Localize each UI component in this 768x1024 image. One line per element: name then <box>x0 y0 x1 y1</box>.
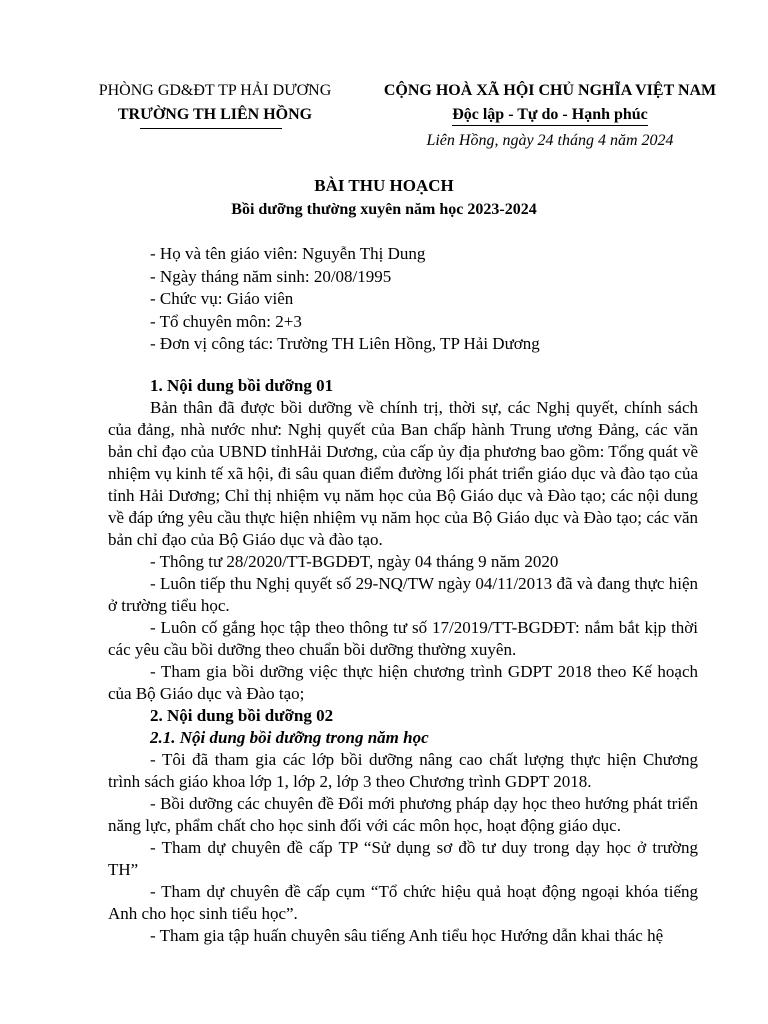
section1-paragraph: Bản thân đã được bồi dưỡng về chính trị, thời sự, các Nghị quyết, chính sách của đảng, nhà nước như: Nghị quyết của Ban chấp hành Trung ương Đảng, các văn bản chỉ đạo của UBND tỉnhHải Dương, của cấp ủy địa phương bao gồm: Tổng quát về nhiệm vụ kinh tế xã hội, đi sâu quan điểm đường lối phát triển giáo dục và đào tạo của tỉnh Hải Dương; Chỉ thị nhiệm vụ năm học của Bộ Giáo dục và Đào tạo; các nội dung về đáp ứng yêu cầu thực hiện nhiệm vụ năm học của Bộ Giáo dục và Đào tạo; các văn bản chỉ đạo của Bộ Giáo dục và đào tạo. <box>108 398 698 549</box>
header-right <box>370 79 730 153</box>
section1-paragraph: - Luôn tiếp thu Nghị quyết số 29-NQ/TW ngày 04/11/2013 đã và đang thực hiện ở trường tiểu học. <box>108 574 698 615</box>
info-line-workplace: - Đơn vị công tác: Trường TH Liên Hồng, TP Hải Dương <box>150 334 540 353</box>
section2-paragraph: - Bồi dưỡng các chuyên đề Đổi mới phương pháp dạy học theo hướng phát triển năng lực, phẩm chất cho học sinh đối với các môn học, hoạt động giáo dục. <box>108 794 698 835</box>
section1-paragraph: - Luôn cố gắng học tập theo thông tư số 17/2019/TT-BGDĐT: nắm bắt kịp thời các yêu cầu bồi dưỡng theo chuẩn bồi dưỡng thường xuyên. <box>108 618 698 659</box>
document-subtitle: Bồi dưỡng thường xuyên năm học 2023-2024 <box>231 201 537 218</box>
section1-paragraph: - Thông tư 28/2020/TT-BGDĐT, ngày 04 tháng 9 năm 2020 <box>150 552 559 571</box>
section2-paragraph: - Tham dự chuyên đề cấp cụm “Tổ chức hiệu quả hoạt động ngoại khóa tiếng Anh cho học sinh tiểu học”. <box>108 882 698 923</box>
section2-paragraph: - Tham gia tập huấn chuyên sâu tiếng Anh tiểu học Hướng dẫn khai thác hệ <box>150 926 664 945</box>
nation-name: CỘNG HOÀ XÃ HỘI CHỦ NGHĨA VIỆT NAM <box>383 82 717 99</box>
info-line-birthdate: - Ngày tháng năm sinh: 20/08/1995 <box>150 266 392 286</box>
section1-paragraph: - Tham gia bồi dưỡng việc thực hiện chương trình GDPT 2018 theo Kế hoạch của Bộ Giáo dục và Đào tạo; <box>108 662 698 703</box>
section2-subheading: 2.1. Nội dung bồi dưỡng trong năm học <box>150 728 429 747</box>
section2-paragraph: - Tham dự chuyên đề cấp TP “Sử dụng sơ đồ tư duy trong dạy học ở trường TH” <box>108 838 698 879</box>
info-line-position: - Chức vụ: Giáo viên <box>150 289 294 308</box>
info-line-department: - Tổ chuyên môn: 2+3 <box>150 311 302 331</box>
document-title: BÀI THU HOẠCH <box>314 176 454 195</box>
document-body <box>108 375 698 947</box>
school-name <box>118 103 312 127</box>
school-underline <box>140 128 282 129</box>
national-motto: Độc lập - Tự do - Hạnh phúc <box>452 105 648 126</box>
section2-heading: 2. Nội dung bồi dưỡng 02 <box>150 706 334 725</box>
teacher-info <box>150 243 540 356</box>
info-line-name: - Họ và tên giáo viên: Nguyễn Thị Dung <box>150 244 426 263</box>
department-name: PHÒNG GD&ĐT TP HẢI DƯƠNG <box>98 82 332 99</box>
section2-paragraph: - Tôi đã tham gia các lớp bồi dưỡng nâng cao chất lượng thực hiện Chương trình sách giáo khoa lớp 1, lớp 2, lớp 3 theo Chương trình GDPT 2018. <box>108 750 698 791</box>
section1-heading: 1. Nội dung bồi dưỡng 01 <box>150 376 334 395</box>
header-left <box>60 79 370 127</box>
school-name-text: TRƯỜNG TH LIÊN HỒNG <box>117 106 313 123</box>
document-date: Liên Hồng, ngày 24 tháng 4 năm 2024 <box>426 132 674 149</box>
